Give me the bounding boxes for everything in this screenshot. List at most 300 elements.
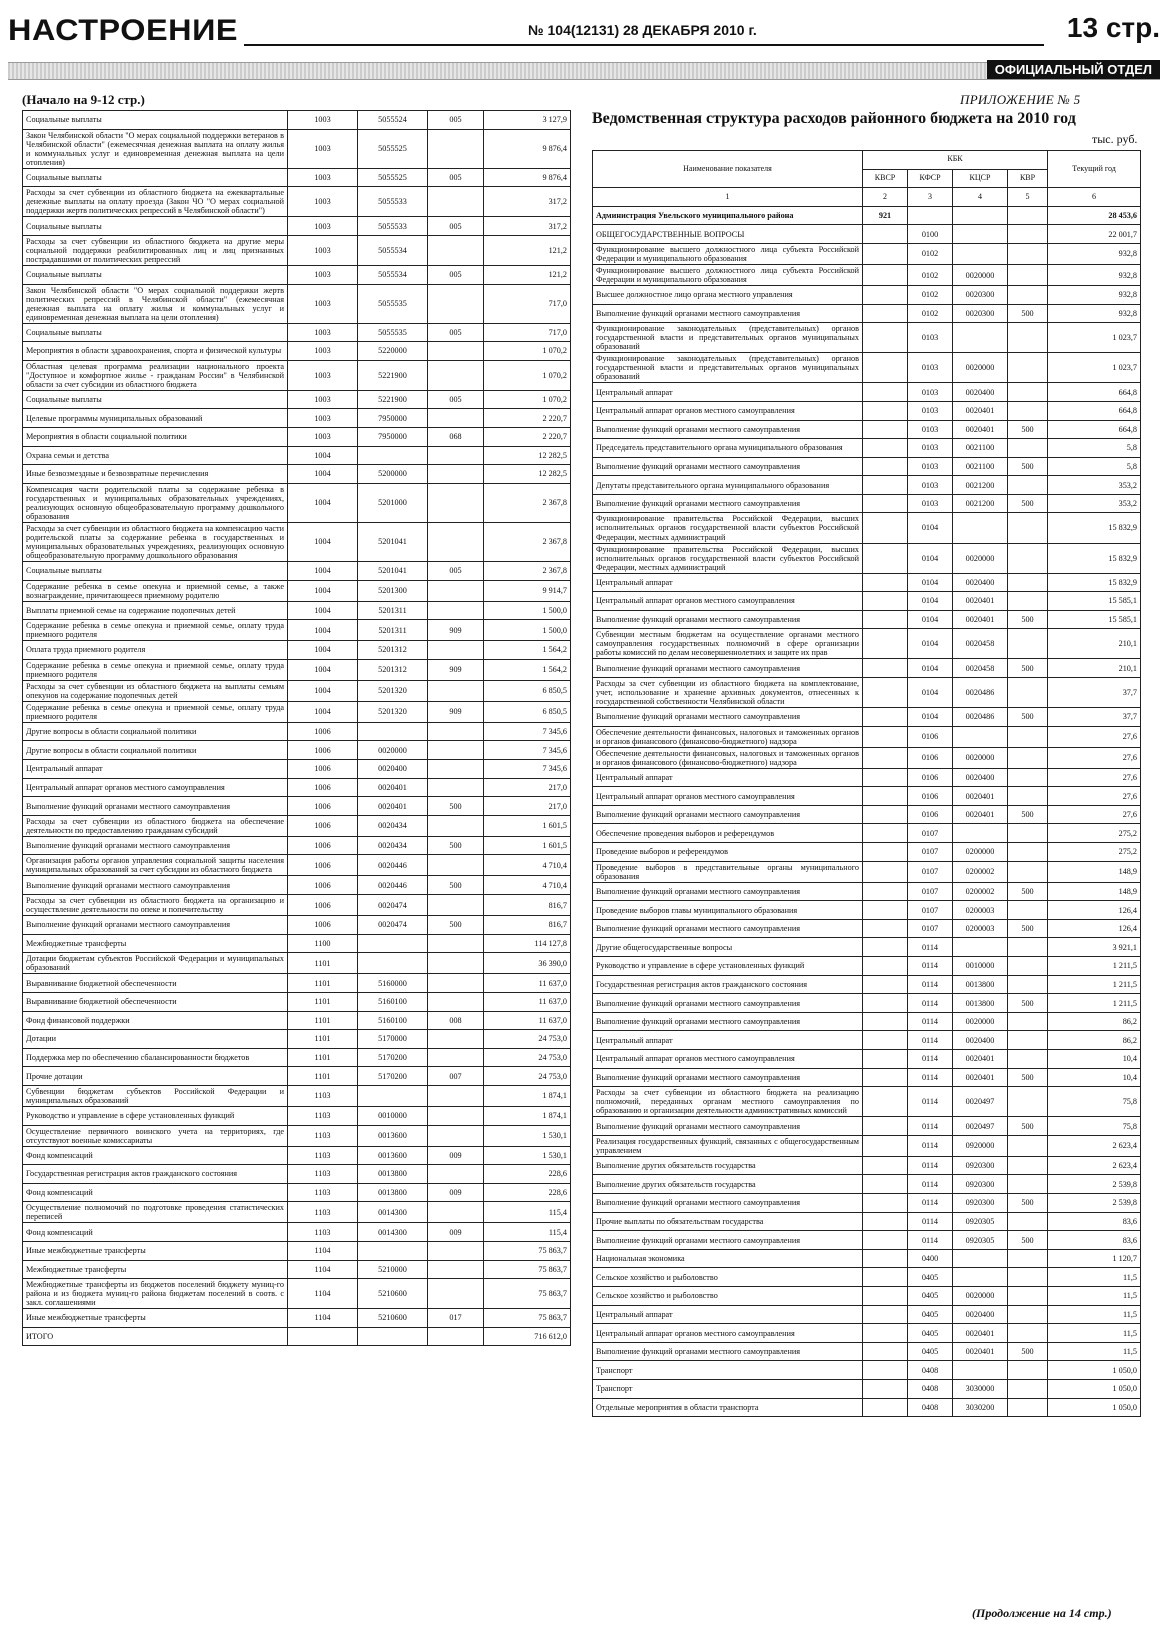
row-amount: 24 753,0 [484, 1030, 571, 1049]
row-section-code: 1003 [288, 342, 358, 361]
row-kvsr [863, 1305, 908, 1324]
row-expense-code [428, 1260, 484, 1279]
table-row [23, 876, 571, 895]
table-row [593, 882, 1141, 901]
table-row [593, 1249, 1141, 1268]
row-expense-code: 005 [428, 168, 484, 187]
row-kvr [1008, 243, 1048, 264]
row-kfsr: 0114 [908, 1231, 953, 1250]
row-target-code [358, 446, 428, 465]
row-kvr [1008, 1031, 1048, 1050]
row-amount: 1 050,0 [1048, 1361, 1141, 1380]
row-expense-code [428, 815, 484, 836]
row-kfsr: 0104 [908, 629, 953, 659]
row-expense-code [428, 1241, 484, 1260]
row-expense-code: 500 [428, 836, 484, 855]
row-kcsr: 0200003 [953, 919, 1008, 938]
row-amount: 6 850,5 [484, 701, 571, 722]
table-row [593, 1268, 1141, 1287]
table-row [593, 1135, 1141, 1156]
row-section-code: 1003 [288, 168, 358, 187]
row-kvsr [863, 457, 908, 476]
row-kvr [1008, 938, 1048, 957]
row-amount: 1 601,5 [484, 815, 571, 836]
row-amount: 1 874,1 [484, 1085, 571, 1106]
row-section-code: 1004 [288, 580, 358, 601]
row-kcsr: 0200000 [953, 843, 1008, 862]
row-kvsr [863, 1342, 908, 1361]
table-row [23, 284, 571, 323]
row-name: Социальные выплаты [23, 323, 288, 342]
row-amount: 932,8 [1048, 304, 1141, 323]
issue-info: № 104(12131) 28 ДЕКАБРЯ 2010 г. [528, 22, 757, 38]
table-row [23, 580, 571, 601]
row-kvr [1008, 1156, 1048, 1175]
row-section-code: 1101 [288, 1048, 358, 1067]
row-expense-code: 005 [428, 265, 484, 284]
row-expense-code [428, 446, 484, 465]
row-kcsr: 0020401 [953, 1050, 1008, 1069]
row-name: Проведение выборов и референдумов [593, 843, 863, 862]
row-kfsr: 0106 [908, 747, 953, 768]
row-name: Иные безвозмездные и безвозвратные перечисления [23, 465, 288, 484]
row-kcsr: 0920305 [953, 1212, 1008, 1231]
row-kcsr: 0020486 [953, 677, 1008, 707]
row-amount: 1 211,5 [1048, 994, 1141, 1013]
row-kcsr: 0200002 [953, 861, 1008, 882]
table-row [593, 726, 1141, 747]
row-kvsr [863, 494, 908, 513]
row-name: Фонд финансовой поддержки [23, 1011, 288, 1030]
row-amount: 1 500,0 [484, 601, 571, 620]
row-amount: 24 753,0 [484, 1067, 571, 1086]
department-structure-table [592, 150, 1141, 1417]
table-row [23, 390, 571, 409]
row-kvsr [863, 659, 908, 678]
row-kcsr: 0020000 [953, 1012, 1008, 1031]
row-kvsr [863, 476, 908, 495]
row-expense-code: 005 [428, 323, 484, 342]
row-kfsr: 0100 [908, 225, 953, 244]
row-name: Содержание ребенка в семье опекуна и приемной семье, оплату труда приемного родителя [23, 620, 288, 641]
row-target-code: 0020446 [358, 876, 428, 895]
row-kfsr: 0107 [908, 919, 953, 938]
table-row [593, 1156, 1141, 1175]
row-kvr [1008, 1268, 1048, 1287]
row-target-code: 5170200 [358, 1067, 428, 1086]
row-amount: 664,8 [1048, 401, 1141, 420]
row-amount: 4 710,4 [484, 855, 571, 876]
row-kcsr [953, 206, 1008, 225]
row-expense-code [428, 1327, 484, 1346]
row-amount: 115,4 [484, 1223, 571, 1242]
masthead-rule [244, 44, 1044, 46]
row-section-code: 1003 [288, 323, 358, 342]
row-amount: 24 753,0 [484, 1048, 571, 1067]
row-amount: 3 127,9 [484, 111, 571, 130]
row-amount: 83,6 [1048, 1212, 1141, 1231]
row-kfsr: 0104 [908, 677, 953, 707]
row-amount: 275,2 [1048, 843, 1141, 862]
row-expense-code [428, 187, 484, 217]
table-row [593, 265, 1141, 286]
row-name: Фонд компенсаций [23, 1223, 288, 1242]
row-kvsr [863, 1398, 908, 1417]
row-target-code: 0020401 [358, 797, 428, 816]
table-row [23, 895, 571, 916]
row-kfsr: 0107 [908, 824, 953, 843]
row-kfsr: 0114 [908, 1135, 953, 1156]
row-kvsr [863, 824, 908, 843]
row-name: Социальные выплаты [23, 111, 288, 130]
row-section-code: 1006 [288, 815, 358, 836]
col-num: 3 [908, 188, 953, 207]
row-kfsr: 0405 [908, 1287, 953, 1306]
row-kfsr: 0114 [908, 1194, 953, 1213]
row-kvr [1008, 629, 1048, 659]
row-kfsr: 0104 [908, 543, 953, 573]
row-kvr [1008, 975, 1048, 994]
row-amount: 75,8 [1048, 1117, 1141, 1136]
row-kvsr [863, 1156, 908, 1175]
table-row [23, 601, 571, 620]
row-kvr: 500 [1008, 610, 1048, 629]
row-name: Выполнение функций органами местного самоуправления [593, 1342, 863, 1361]
table-row [593, 1380, 1141, 1399]
row-amount: 15 585,1 [1048, 610, 1141, 629]
row-kfsr: 0114 [908, 1156, 953, 1175]
row-kvr [1008, 1287, 1048, 1306]
row-amount: 932,8 [1048, 286, 1141, 305]
row-amount: 1 530,1 [484, 1125, 571, 1146]
row-kvsr [863, 787, 908, 806]
row-section-code: 1004 [288, 483, 358, 522]
row-amount: 353,2 [1048, 494, 1141, 513]
row-expense-code: 005 [428, 111, 484, 130]
row-amount: 11 637,0 [484, 992, 571, 1011]
row-name: Выполнение функций органами местного самоуправления [593, 708, 863, 727]
row-kcsr: 0021200 [953, 494, 1008, 513]
table-row [23, 483, 571, 522]
row-target-code [358, 1085, 428, 1106]
row-amount: 2 367,8 [484, 483, 571, 522]
row-kfsr: 0114 [908, 938, 953, 957]
row-kfsr: 0103 [908, 476, 953, 495]
row-expense-code: 005 [428, 217, 484, 236]
row-name: Дотации [23, 1030, 288, 1049]
table-row [593, 420, 1141, 439]
row-section-code: 1006 [288, 916, 358, 935]
row-name: Компенсация части родительской платы за содержание ребенка в государственных и муниципальных образовательных учреждениях, реализующих основную общеобразовательную программу дошкольного образования [23, 483, 288, 522]
row-name: Центральный аппарат органов местного самоуправления [593, 401, 863, 420]
row-name: Выполнение функций органами местного самоуправления [593, 805, 863, 824]
row-kcsr: 0020401 [953, 1068, 1008, 1087]
row-target-code: 5201000 [358, 483, 428, 522]
row-kvsr [863, 919, 908, 938]
row-amount: 37,7 [1048, 708, 1141, 727]
row-target-code: 0020401 [358, 778, 428, 797]
table-row [593, 1194, 1141, 1213]
row-amount: 15 832,9 [1048, 573, 1141, 592]
row-kvr [1008, 592, 1048, 611]
row-amount: 86,2 [1048, 1031, 1141, 1050]
row-kcsr: 0020000 [953, 353, 1008, 383]
row-kvr [1008, 323, 1048, 353]
row-name: Социальные выплаты [23, 390, 288, 409]
row-name: Прочие дотации [23, 1067, 288, 1086]
row-amount: 2 220,7 [484, 428, 571, 447]
row-expense-code [428, 741, 484, 760]
row-section-code: 1003 [288, 428, 358, 447]
row-kvsr [863, 1361, 908, 1380]
row-name: Выполнение функций органами местного самоуправления [593, 919, 863, 938]
row-kfsr: 0103 [908, 401, 953, 420]
row-amount: 37,7 [1048, 677, 1141, 707]
row-expense-code [428, 974, 484, 993]
row-kvr [1008, 353, 1048, 383]
row-amount: 27,6 [1048, 805, 1141, 824]
row-kfsr: 0107 [908, 882, 953, 901]
row-kvr [1008, 957, 1048, 976]
row-section-code: 1003 [288, 111, 358, 130]
row-name: ОБЩЕГОСУДАРСТВЕННЫЕ ВОПРОСЫ [593, 225, 863, 244]
row-kvr [1008, 747, 1048, 768]
row-expense-code [428, 360, 484, 390]
row-kvsr [863, 383, 908, 402]
row-target-code: 5210600 [358, 1279, 428, 1309]
table-row [593, 476, 1141, 495]
row-name: Сельское хозяйство и рыболовство [593, 1268, 863, 1287]
row-target-code: 5055524 [358, 111, 428, 130]
row-section-code: 1003 [288, 235, 358, 265]
row-target-code: 0020446 [358, 855, 428, 876]
table-row [23, 265, 571, 284]
row-section-code: 1004 [288, 446, 358, 465]
row-kfsr: 0103 [908, 457, 953, 476]
table-row [23, 797, 571, 816]
row-kvsr [863, 1268, 908, 1287]
row-amount: 148,9 [1048, 882, 1141, 901]
row-kcsr [953, 243, 1008, 264]
row-name: Председатель представительного органа муниципального образования [593, 439, 863, 458]
row-expense-code [428, 855, 484, 876]
row-kvsr [863, 1175, 908, 1194]
col-current-header: Текущий год [1048, 151, 1141, 188]
row-name: Руководство и управление в сфере установленных функций [23, 1106, 288, 1125]
row-kfsr: 0114 [908, 1031, 953, 1050]
row-kvr: 500 [1008, 1117, 1048, 1136]
row-kfsr: 0104 [908, 573, 953, 592]
row-name: Выполнение функций органами местного самоуправления [593, 994, 863, 1013]
row-kfsr: 0103 [908, 323, 953, 353]
row-kcsr: 0020400 [953, 768, 1008, 787]
table-row [593, 573, 1141, 592]
table-row [593, 1231, 1141, 1250]
appendix-label: ПРИЛОЖЕНИЕ № 5 [960, 92, 1081, 107]
row-kcsr [953, 225, 1008, 244]
row-section-code: 1004 [288, 659, 358, 680]
row-target-code: 5200000 [358, 465, 428, 484]
row-section-code: 1004 [288, 701, 358, 722]
row-amount: 12 282,5 [484, 465, 571, 484]
row-expense-code: 017 [428, 1309, 484, 1328]
row-section-code: 1103 [288, 1085, 358, 1106]
row-kvsr [863, 1087, 908, 1117]
table-row [593, 286, 1141, 305]
row-kvr: 500 [1008, 994, 1048, 1013]
row-expense-code [428, 1125, 484, 1146]
row-name: Выполнение функций органами местного самоуправления [593, 304, 863, 323]
row-kvr [1008, 401, 1048, 420]
row-amount: 28 453,6 [1048, 206, 1141, 225]
row-kcsr: 0920300 [953, 1156, 1008, 1175]
row-section-code: 1104 [288, 1260, 358, 1279]
row-amount: 228,6 [484, 1165, 571, 1184]
row-name: Выравнивание бюджетной обеспеченности [23, 992, 288, 1011]
row-target-code: 5201300 [358, 580, 428, 601]
table-row [23, 168, 571, 187]
table-row [593, 994, 1141, 1013]
row-kvr [1008, 439, 1048, 458]
table-row [23, 722, 571, 741]
row-name: Иные межбюджетные трансферты [23, 1241, 288, 1260]
row-amount: 121,2 [484, 265, 571, 284]
row-expense-code [428, 580, 484, 601]
row-target-code: 5055525 [358, 168, 428, 187]
row-target-code: 0020400 [358, 760, 428, 779]
row-expense-code: 909 [428, 620, 484, 641]
row-name: Выполнение функций органами местного самоуправления [593, 1194, 863, 1213]
row-kcsr: 0020401 [953, 805, 1008, 824]
row-kvr [1008, 1012, 1048, 1031]
row-target-code: 0020474 [358, 895, 428, 916]
table-row [23, 235, 571, 265]
row-name: Выполнение функций органами местного самоуправления [593, 659, 863, 678]
row-kfsr: 0405 [908, 1324, 953, 1343]
row-kvr: 500 [1008, 882, 1048, 901]
row-name: Функционирование правительства Российской Федерации, высших исполнительных органов государственной власти субъектов Российской Федерации, местных администраций [593, 513, 863, 543]
row-target-code [358, 953, 428, 974]
row-target-code: 5170000 [358, 1030, 428, 1049]
row-name: Расходы за счет субвенции из областного бюджета на выплаты семьям опекунов на содержание подопечных детей [23, 680, 288, 701]
row-kvsr [863, 243, 908, 264]
row-name: Государственная регистрация актов гражданского состояния [593, 975, 863, 994]
table-row [593, 629, 1141, 659]
row-amount: 126,4 [1048, 919, 1141, 938]
table-row [593, 1087, 1141, 1117]
row-kfsr: 0103 [908, 439, 953, 458]
row-expense-code: 909 [428, 701, 484, 722]
row-kvr [1008, 383, 1048, 402]
row-kvr [1008, 726, 1048, 747]
row-kvsr [863, 1212, 908, 1231]
row-kfsr: 0114 [908, 1212, 953, 1231]
row-target-code [358, 1241, 428, 1260]
row-kfsr: 0106 [908, 805, 953, 824]
row-kvr [1008, 843, 1048, 862]
row-expense-code [428, 1030, 484, 1049]
row-amount: 228,6 [484, 1183, 571, 1202]
row-kvr [1008, 476, 1048, 495]
row-amount: 2 367,8 [484, 522, 571, 561]
col-kvr-header: КВР [1008, 169, 1048, 188]
row-section-code: 1004 [288, 680, 358, 701]
row-name: Обеспечение проведения выборов и референдумов [593, 824, 863, 843]
table-row [23, 1223, 571, 1242]
row-expense-code: 009 [428, 1183, 484, 1202]
row-kcsr: 0021100 [953, 457, 1008, 476]
row-kfsr: 0106 [908, 768, 953, 787]
table-row [23, 992, 571, 1011]
row-kvsr [863, 1249, 908, 1268]
row-name: Национальная экономика [593, 1249, 863, 1268]
row-amount: 317,2 [484, 187, 571, 217]
row-kcsr: 0010000 [953, 957, 1008, 976]
row-section-code: 1006 [288, 760, 358, 779]
table-row [593, 975, 1141, 994]
row-target-code: 0013800 [358, 1183, 428, 1202]
row-kvsr [863, 708, 908, 727]
row-kfsr: 0114 [908, 957, 953, 976]
row-target-code: 5170200 [358, 1048, 428, 1067]
table-row [23, 1048, 571, 1067]
row-kvsr [863, 304, 908, 323]
document-title: Ведомственная структура расходов районного бюджета на 2010 год [592, 110, 1076, 127]
row-section-code: 1003 [288, 409, 358, 428]
row-kfsr: 0102 [908, 286, 953, 305]
row-name: Выполнение функций органами местного самоуправления [593, 1068, 863, 1087]
row-section-code: 1004 [288, 601, 358, 620]
row-amount: 716 612,0 [484, 1327, 571, 1346]
row-name: Расходы за счет субвенции из областного бюджета на ежеквартальные денежные выплаты на оплату проезда (Закон ЧО "О мерах социальной поддержки жертв политических репрессий в Челябинской области") [23, 187, 288, 217]
col-num: 5 [1008, 188, 1048, 207]
table-row [593, 304, 1141, 323]
row-kvr [1008, 861, 1048, 882]
row-target-code: 5201041 [358, 522, 428, 561]
row-target-code: 5055533 [358, 217, 428, 236]
row-target-code: 5201320 [358, 680, 428, 701]
row-name: Другие вопросы в области социальной политики [23, 741, 288, 760]
table-row [593, 708, 1141, 727]
table-row [23, 1085, 571, 1106]
row-name: Сельское хозяйство и рыболовство [593, 1287, 863, 1306]
table-row [23, 934, 571, 953]
row-kcsr: 0020401 [953, 1342, 1008, 1361]
row-section-code: 1103 [288, 1202, 358, 1223]
row-section-code [288, 1327, 358, 1346]
row-target-code: 0020000 [358, 741, 428, 760]
row-kvr [1008, 1380, 1048, 1399]
row-amount: 3 921,1 [1048, 938, 1141, 957]
row-kvsr [863, 975, 908, 994]
row-kcsr [953, 726, 1008, 747]
table-row [593, 1342, 1141, 1361]
row-kvr: 500 [1008, 420, 1048, 439]
table-row [23, 522, 571, 561]
table-row [23, 217, 571, 236]
row-kcsr: 0020000 [953, 543, 1008, 573]
row-amount: 275,2 [1048, 824, 1141, 843]
row-amount: 217,0 [484, 778, 571, 797]
row-kvsr [863, 323, 908, 353]
row-kvsr [863, 938, 908, 957]
row-kvr: 500 [1008, 1231, 1048, 1250]
row-kfsr: 0106 [908, 726, 953, 747]
row-section-code: 1104 [288, 1241, 358, 1260]
row-kcsr [953, 824, 1008, 843]
row-name: Закон Челябинской области "О мерах социальной поддержки жертв политических репрессий в Челябинской области" (ежемесячная денежная выплата на оплату жилья и коммунальных услуг и единовременная денежная выплата на цели отопления) [23, 284, 288, 323]
row-expense-code [428, 601, 484, 620]
